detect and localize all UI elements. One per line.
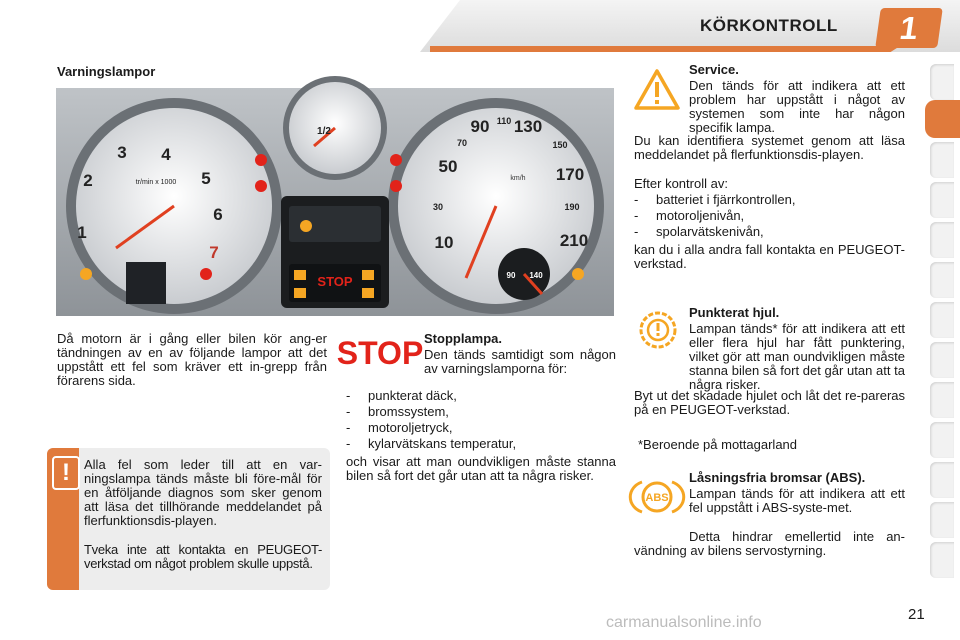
chapter-tab[interactable] — [930, 182, 954, 218]
service-title: Service. — [689, 62, 739, 77]
chapter-tab[interactable] — [930, 422, 954, 458]
chapter-tab[interactable] — [930, 64, 954, 100]
stop-icon — [336, 334, 424, 371]
stop-icon-text: STOP — [336, 335, 424, 371]
rev-tick: 1 — [77, 223, 87, 242]
speed-tick: 130 — [513, 117, 543, 136]
chapter-tab[interactable] — [930, 142, 954, 178]
fuel-half-label: 1/2 — [317, 126, 331, 137]
stop-text: Den tänds samtidigt som någon av varningslamporna för: — [424, 347, 616, 376]
speed-tick: 70 — [456, 138, 468, 148]
chapter-tab[interactable] — [930, 542, 954, 578]
speed-tick: 10 — [434, 233, 454, 252]
stop-list-item: motoroljetryck, — [368, 420, 453, 435]
note-text-2: Tveka inte att kontakta en PEUGEOT-verkstad om något problem skulle uppstå. — [84, 542, 322, 571]
speed-tick: 210 — [559, 231, 589, 250]
puncture-text — [634, 322, 905, 392]
watermark: carmanualsonline.info — [606, 614, 762, 631]
abs-icon-text: ABS — [645, 492, 669, 504]
stop-list-item: kylarvätskans temperatur, — [368, 436, 517, 451]
header-accent-line — [430, 46, 900, 52]
rev-tick: 3 — [117, 143, 127, 162]
chapter-title: KÖRKONTROLL — [700, 16, 838, 35]
speed-tick: 110 — [496, 116, 512, 126]
service-list-item: motoroljenivån, — [656, 208, 745, 223]
section-title: Varningslampor — [57, 64, 156, 79]
speed-tick: 50 — [438, 157, 458, 176]
stop-footer-text: och visar att man oundvikligen måste stanna bilen så fort det går utan att ta några risker. — [346, 454, 616, 483]
footnote: *Beroende på mottagarland — [638, 437, 798, 452]
service-text: Den tänds för att indikera att ett problem har uppstått i något av systemen som inte har någon specifik lampa. — [689, 78, 905, 135]
chapter-tab[interactable] — [930, 342, 954, 378]
speed-tick: 190 — [564, 202, 580, 212]
abs-text-2 — [634, 530, 905, 558]
speed-tick: 30 — [432, 202, 444, 212]
stop-title: Stopplampa. — [424, 331, 503, 346]
page-number: 21 — [908, 606, 925, 623]
rev-tick: 7 — [209, 243, 219, 262]
service-list-item: spolarvätskenivån, — [656, 224, 764, 239]
rev-tick: 5 — [201, 169, 211, 188]
abs-text-2-body: Detta hindrar emellertid inte an-vändning av bilens servostyrning. — [634, 529, 905, 558]
temp-tick: 90 — [506, 271, 516, 280]
note-text: Alla fel som leder till att en var-ningslampa tänds måste bli före-mål för en åtföljande diagnos som sker genom att läsa det tillhörande meddelandet på flerfunktionsdis-playen. — [84, 457, 322, 528]
rev-tick: 6 — [213, 205, 223, 224]
chapter-tab[interactable] — [930, 502, 954, 538]
stop-list-item: bromssystem, — [368, 404, 449, 419]
exclamation-icon: ! — [52, 456, 80, 490]
intro-text: Då motorn är i gång eller bilen kör ang-er tändningen av en av följande lampor att det uppstått ett fel som kräver ett in-grepp från förarens sida. — [57, 331, 327, 388]
service-after-label: Efter kontroll av: — [634, 176, 728, 191]
service-text-2: Du kan identifiera systemet genom att läsa meddelandet på flerfunktionsdis-playen. — [634, 133, 905, 162]
service-footer-text: kan du i alla andra fall kontakta en PEUGEOT-verkstad. — [634, 242, 905, 271]
chapter-tab[interactable] — [930, 302, 954, 338]
speed-unit-label: km/h — [510, 175, 526, 182]
rev-tick: 4 — [161, 145, 171, 164]
puncture-text-2: Byt ut det skadade hjulet och låt det re-pareras på en PEUGEOT-verkstad. — [634, 388, 905, 417]
temp-tick: 140 — [529, 271, 543, 280]
instrument-cluster-image — [56, 88, 614, 316]
speed-tick: 90 — [470, 117, 490, 136]
chapter-tab[interactable] — [930, 462, 954, 498]
service-list-item: batteriet i fjärrkontrollen, — [656, 192, 796, 207]
service-list: - batteriet i fjärrkontrollen, - motoroljenivån, - spolarvätskenivån, — [634, 192, 796, 239]
rev-tick: 2 — [83, 171, 93, 190]
chapter-tab[interactable] — [930, 222, 954, 258]
puncture-text-body: Lampan tänds* för att indikera att ett eller flera hjul har fått punktering, vilket gör att man oundvikligen måste stanna bilen så fort det går utan att ta några risker. — [689, 321, 905, 392]
stop-list-item: punkterat däck, — [368, 388, 457, 403]
speed-tick: 150 — [552, 140, 568, 150]
chapter-tab[interactable] — [930, 262, 954, 298]
chapter-number: 1 — [875, 8, 943, 48]
abs-icon — [634, 478, 680, 516]
service-warning-icon — [633, 68, 681, 112]
chapter-tab-active[interactable] — [925, 100, 960, 138]
stop-list: - punkterat däck, - bromssystem, - motoroljetryck, - kylarvätskans temperatur, — [346, 388, 517, 451]
speed-tick: 170 — [555, 165, 585, 184]
rev-unit-label: tr/min x 1000 — [135, 179, 177, 186]
abs-text: Lampan tänds för att indikera att ett fel uppstått i ABS-syste-met. — [689, 486, 905, 515]
dash-stop-lamp: STOP — [317, 274, 353, 289]
puncture-title: Punkterat hjul. — [689, 305, 780, 320]
abs-title: Låsningsfria bromsar (ABS). — [689, 470, 866, 485]
chapter-tab[interactable] — [930, 382, 954, 418]
